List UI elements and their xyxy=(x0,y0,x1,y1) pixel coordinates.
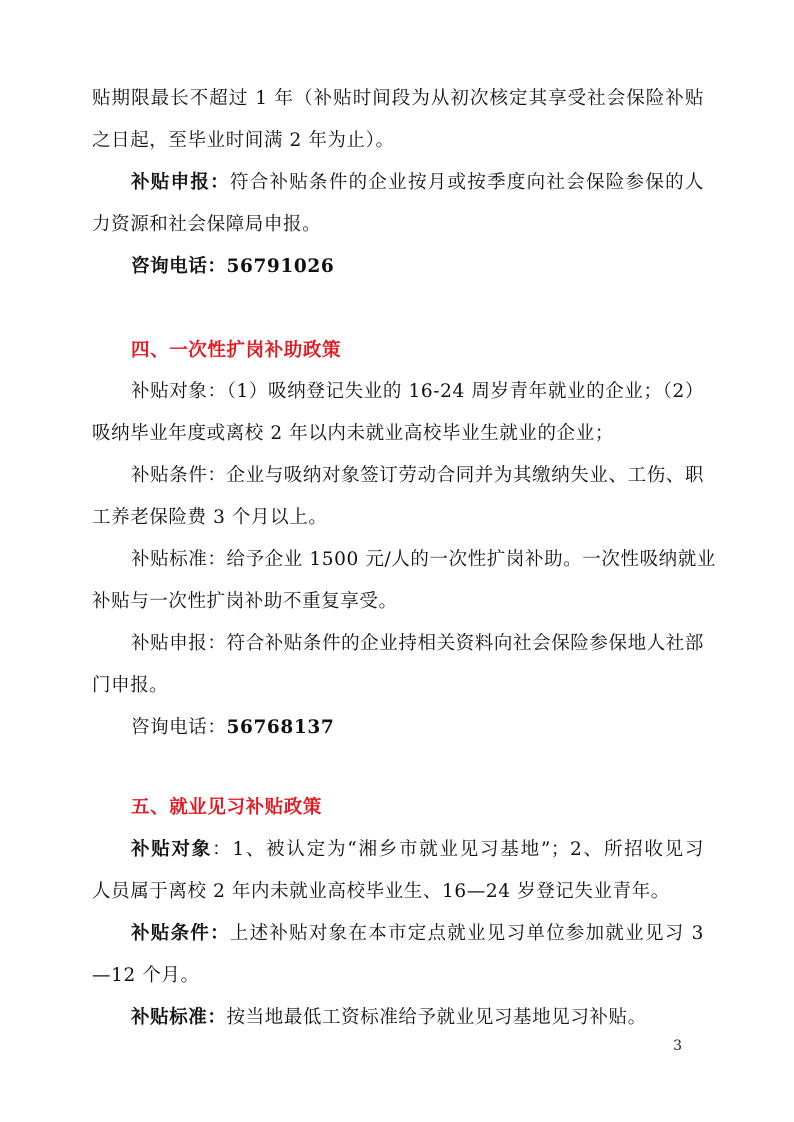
paragraph-line: 工养老保险费 3 个月以上。 xyxy=(92,507,328,528)
paragraph-line xyxy=(131,1006,704,1030)
page-number: 3 xyxy=(673,1038,682,1054)
paragraph-line: 力资源和社会保障局申报。 xyxy=(92,214,322,235)
section-heading: 五、就业见习补贴政策 xyxy=(131,797,323,818)
paragraph-text: 符合补贴条件的企业按月或按季度向社会保险参保的人 xyxy=(229,172,704,193)
paragraph-line: 人员属于离校 2 年内未就业高校毕业生、16—24 岁登记失业青年。 xyxy=(92,881,670,902)
phone-number: 56791026 xyxy=(226,256,335,277)
section-heading: 四、一次性扩岗补助政策 xyxy=(131,340,342,361)
field-label: 补贴对象 xyxy=(131,839,213,860)
paragraph-line: 门申报。 xyxy=(92,675,169,696)
field-label: 咨询电话： xyxy=(131,717,227,738)
paragraph-line xyxy=(131,922,704,946)
paragraph-line: 补贴对象：（1）吸纳登记失业的 16-24 周岁青年就业的企业；（2） xyxy=(131,381,704,402)
paragraph-line xyxy=(131,255,704,279)
paragraph-line xyxy=(131,716,704,740)
paragraph-text: ：1、被认定为“湘乡市就业见习基地”；2、所招收见习 xyxy=(212,839,704,860)
field-label: 咨询电话： xyxy=(131,256,227,277)
paragraph-line: 之日起，至毕业时间满 2 年为止）。 xyxy=(92,130,395,151)
phone-number: 56768137 xyxy=(226,717,335,738)
paragraph-line: 补贴条件：企业与吸纳对象签订劳动合同并为其缴纳失业、工伤、职 xyxy=(131,465,705,486)
field-label: 补贴条件： xyxy=(131,923,230,944)
paragraph-line: 补贴标准：给予企业 1500 元/人的一次性扩岗补助。一次性吸纳就业 xyxy=(131,549,716,570)
field-label: 补贴标准： xyxy=(131,1007,227,1028)
paragraph-line: —12 个月。 xyxy=(92,965,200,986)
paragraph-line: 补贴申报：符合补贴条件的企业持相关资料向社会保险参保地人社部 xyxy=(131,633,705,654)
paragraph-line: 吸纳毕业年度或离校 2 年以内未就业高校毕业生就业的企业； xyxy=(92,423,614,444)
paragraph-text: 上述补贴对象在本市定点就业见习单位参加就业见习 3 xyxy=(229,923,704,944)
paragraph-line: 贴期限最长不超过 1 年（补贴时间段为从初次核定其享受社会保险补贴 xyxy=(92,88,704,109)
paragraph-line xyxy=(131,171,704,195)
paragraph-line xyxy=(131,838,704,862)
paragraph-line: 补贴与一次性扩岗补助不重复享受。 xyxy=(92,591,398,612)
field-label: 补贴申报： xyxy=(131,172,230,193)
paragraph-text: 按当地最低工资标准给予就业见习基地见习补贴。 xyxy=(226,1007,647,1028)
